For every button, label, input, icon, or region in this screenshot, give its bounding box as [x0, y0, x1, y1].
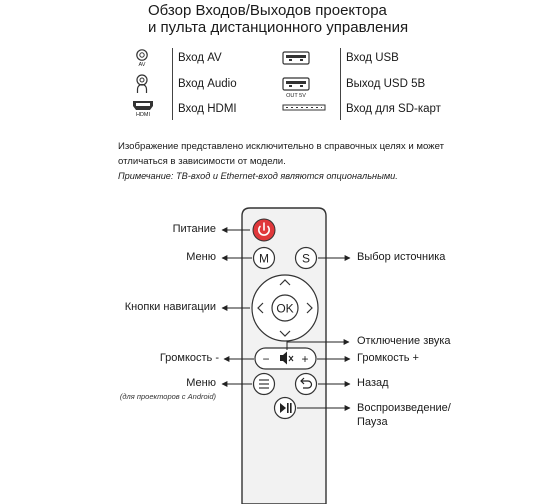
- ok-button[interactable]: [272, 295, 298, 321]
- android-menu-button[interactable]: [254, 374, 275, 395]
- menu-button-label: M: [259, 251, 269, 266]
- label-android-menu-note: (для проекторов с Android): [119, 392, 216, 401]
- port-label-usb: Вход USB: [346, 52, 399, 64]
- label-menu: Меню: [186, 251, 216, 263]
- label-volume-down: Громкость -: [159, 352, 219, 364]
- source-button-label: S: [301, 251, 311, 266]
- label-power: Питание: [172, 223, 216, 235]
- port-label-usb-5v: Выход USD 5В: [346, 78, 426, 90]
- title-line-1: Обзор Входов/Выходов проектора: [148, 2, 387, 19]
- disclaimer-line-1: Изображение представлено исключительно в справочных целях и может: [118, 141, 445, 152]
- title-line-2: и пульта дистанционного управления: [148, 19, 409, 36]
- label-play-pause-line-1: Воспроизведение/: [357, 402, 451, 414]
- volume-up-button[interactable]: +: [301, 352, 309, 366]
- label-android-menu: Меню: [186, 377, 216, 389]
- label-mute: Отключение звука: [357, 335, 451, 347]
- play-pause-button[interactable]: [275, 398, 296, 419]
- port-label-sd: Вход для SD-карт: [346, 103, 441, 115]
- label-volume-up: Громкость +: [357, 352, 419, 364]
- volume-down-button[interactable]: −: [262, 352, 270, 366]
- av-icon-caption: AV: [138, 62, 146, 68]
- power-button[interactable]: [253, 219, 275, 241]
- source-button[interactable]: [296, 248, 317, 269]
- label-navigation: Кнопки навигации: [124, 301, 216, 313]
- label-back: Назад: [357, 377, 389, 389]
- menu-button[interactable]: [254, 248, 275, 269]
- disclaimer-line-2: отличаться в зависимости от модели.: [118, 156, 286, 167]
- port-label-audio: Вход Audio: [178, 78, 237, 90]
- back-button[interactable]: [296, 374, 317, 395]
- label-play-pause: [357, 401, 451, 429]
- hdmi-icon-caption: HDMI: [135, 112, 151, 118]
- label-play-pause-line-2: Пауза: [357, 416, 388, 428]
- usb-5v-icon-caption: OUT 5V: [286, 93, 306, 99]
- optional-inputs-note: Примечание: ТВ-вход и Ethernet-вход являются опциональными.: [118, 171, 398, 181]
- label-source: Выбор источника: [357, 251, 446, 263]
- ok-button-label: OK: [276, 301, 294, 316]
- port-label-av: Вход AV: [178, 52, 222, 64]
- port-label-hdmi: Вход HDMI: [178, 103, 237, 115]
